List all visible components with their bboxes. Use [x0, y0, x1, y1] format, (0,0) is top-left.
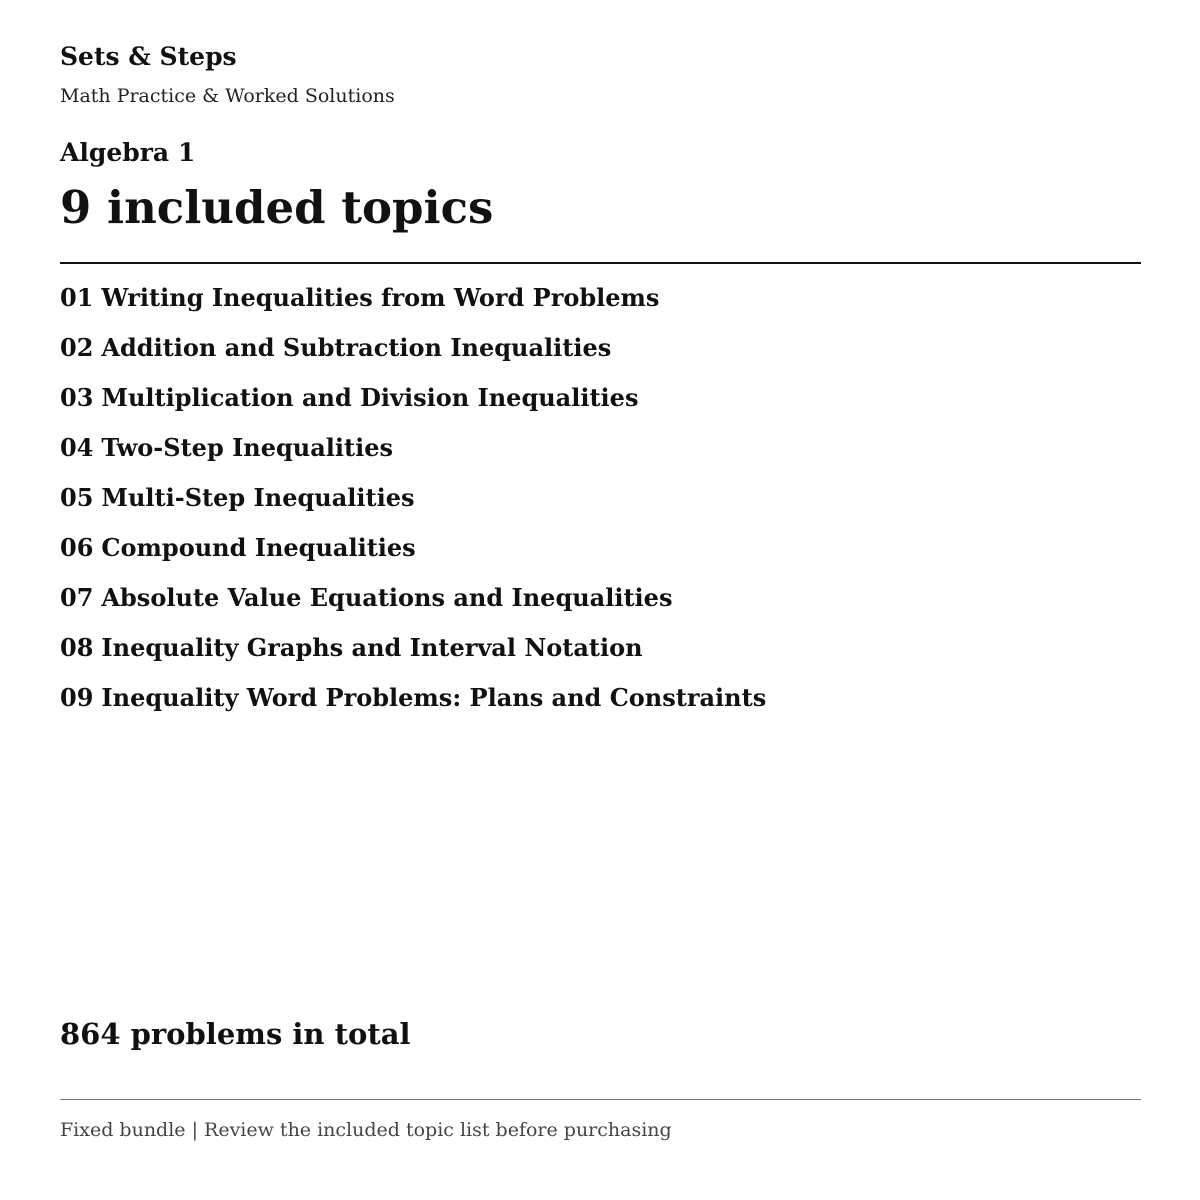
total-problems: 864 problems in total	[60, 1017, 411, 1051]
topic-list	[60, 280, 1141, 730]
topic-title: Absolute Value Equations and Inequalities	[101, 583, 673, 612]
topic-item	[60, 580, 1141, 630]
topic-number: 04	[60, 433, 94, 462]
topic-number: 06	[60, 533, 94, 562]
topic-item	[60, 480, 1141, 530]
topic-item	[60, 630, 1141, 680]
topic-number: 05	[60, 483, 94, 512]
topic-title: Inequality Graphs and Interval Notation	[101, 633, 643, 662]
topic-number: 07	[60, 583, 94, 612]
product-page	[60, 0, 1141, 1200]
topic-title: Inequality Word Problems: Plans and Constraints	[101, 683, 767, 712]
footer-divider	[60, 1099, 1141, 1100]
topic-title: Compound Inequalities	[101, 533, 416, 562]
brand-tagline: Math Practice & Worked Solutions	[60, 85, 395, 107]
topic-title: Two-Step Inequalities	[101, 433, 394, 462]
topic-item	[60, 380, 1141, 430]
topic-title: Multiplication and Division Inequalities	[101, 383, 639, 412]
topic-number: 01	[60, 283, 94, 312]
topic-item	[60, 330, 1141, 380]
topic-item	[60, 280, 1141, 330]
course-name: Algebra 1	[60, 138, 196, 167]
header-divider	[60, 262, 1141, 264]
topic-number: 02	[60, 333, 94, 362]
topics-count-heading: 9 included topics	[60, 181, 494, 234]
topic-title: Writing Inequalities from Word Problems	[101, 283, 660, 312]
brand-name: Sets & Steps	[60, 42, 237, 71]
topic-item	[60, 430, 1141, 480]
topic-item	[60, 680, 1141, 730]
topic-number: 08	[60, 633, 94, 662]
topic-title: Addition and Subtraction Inequalities	[101, 333, 612, 362]
topic-number: 03	[60, 383, 94, 412]
topic-item	[60, 530, 1141, 580]
topic-number: 09	[60, 683, 94, 712]
footer-note: Fixed bundle | Review the included topic list before purchasing	[60, 1119, 672, 1141]
topic-title: Multi-Step Inequalities	[101, 483, 415, 512]
